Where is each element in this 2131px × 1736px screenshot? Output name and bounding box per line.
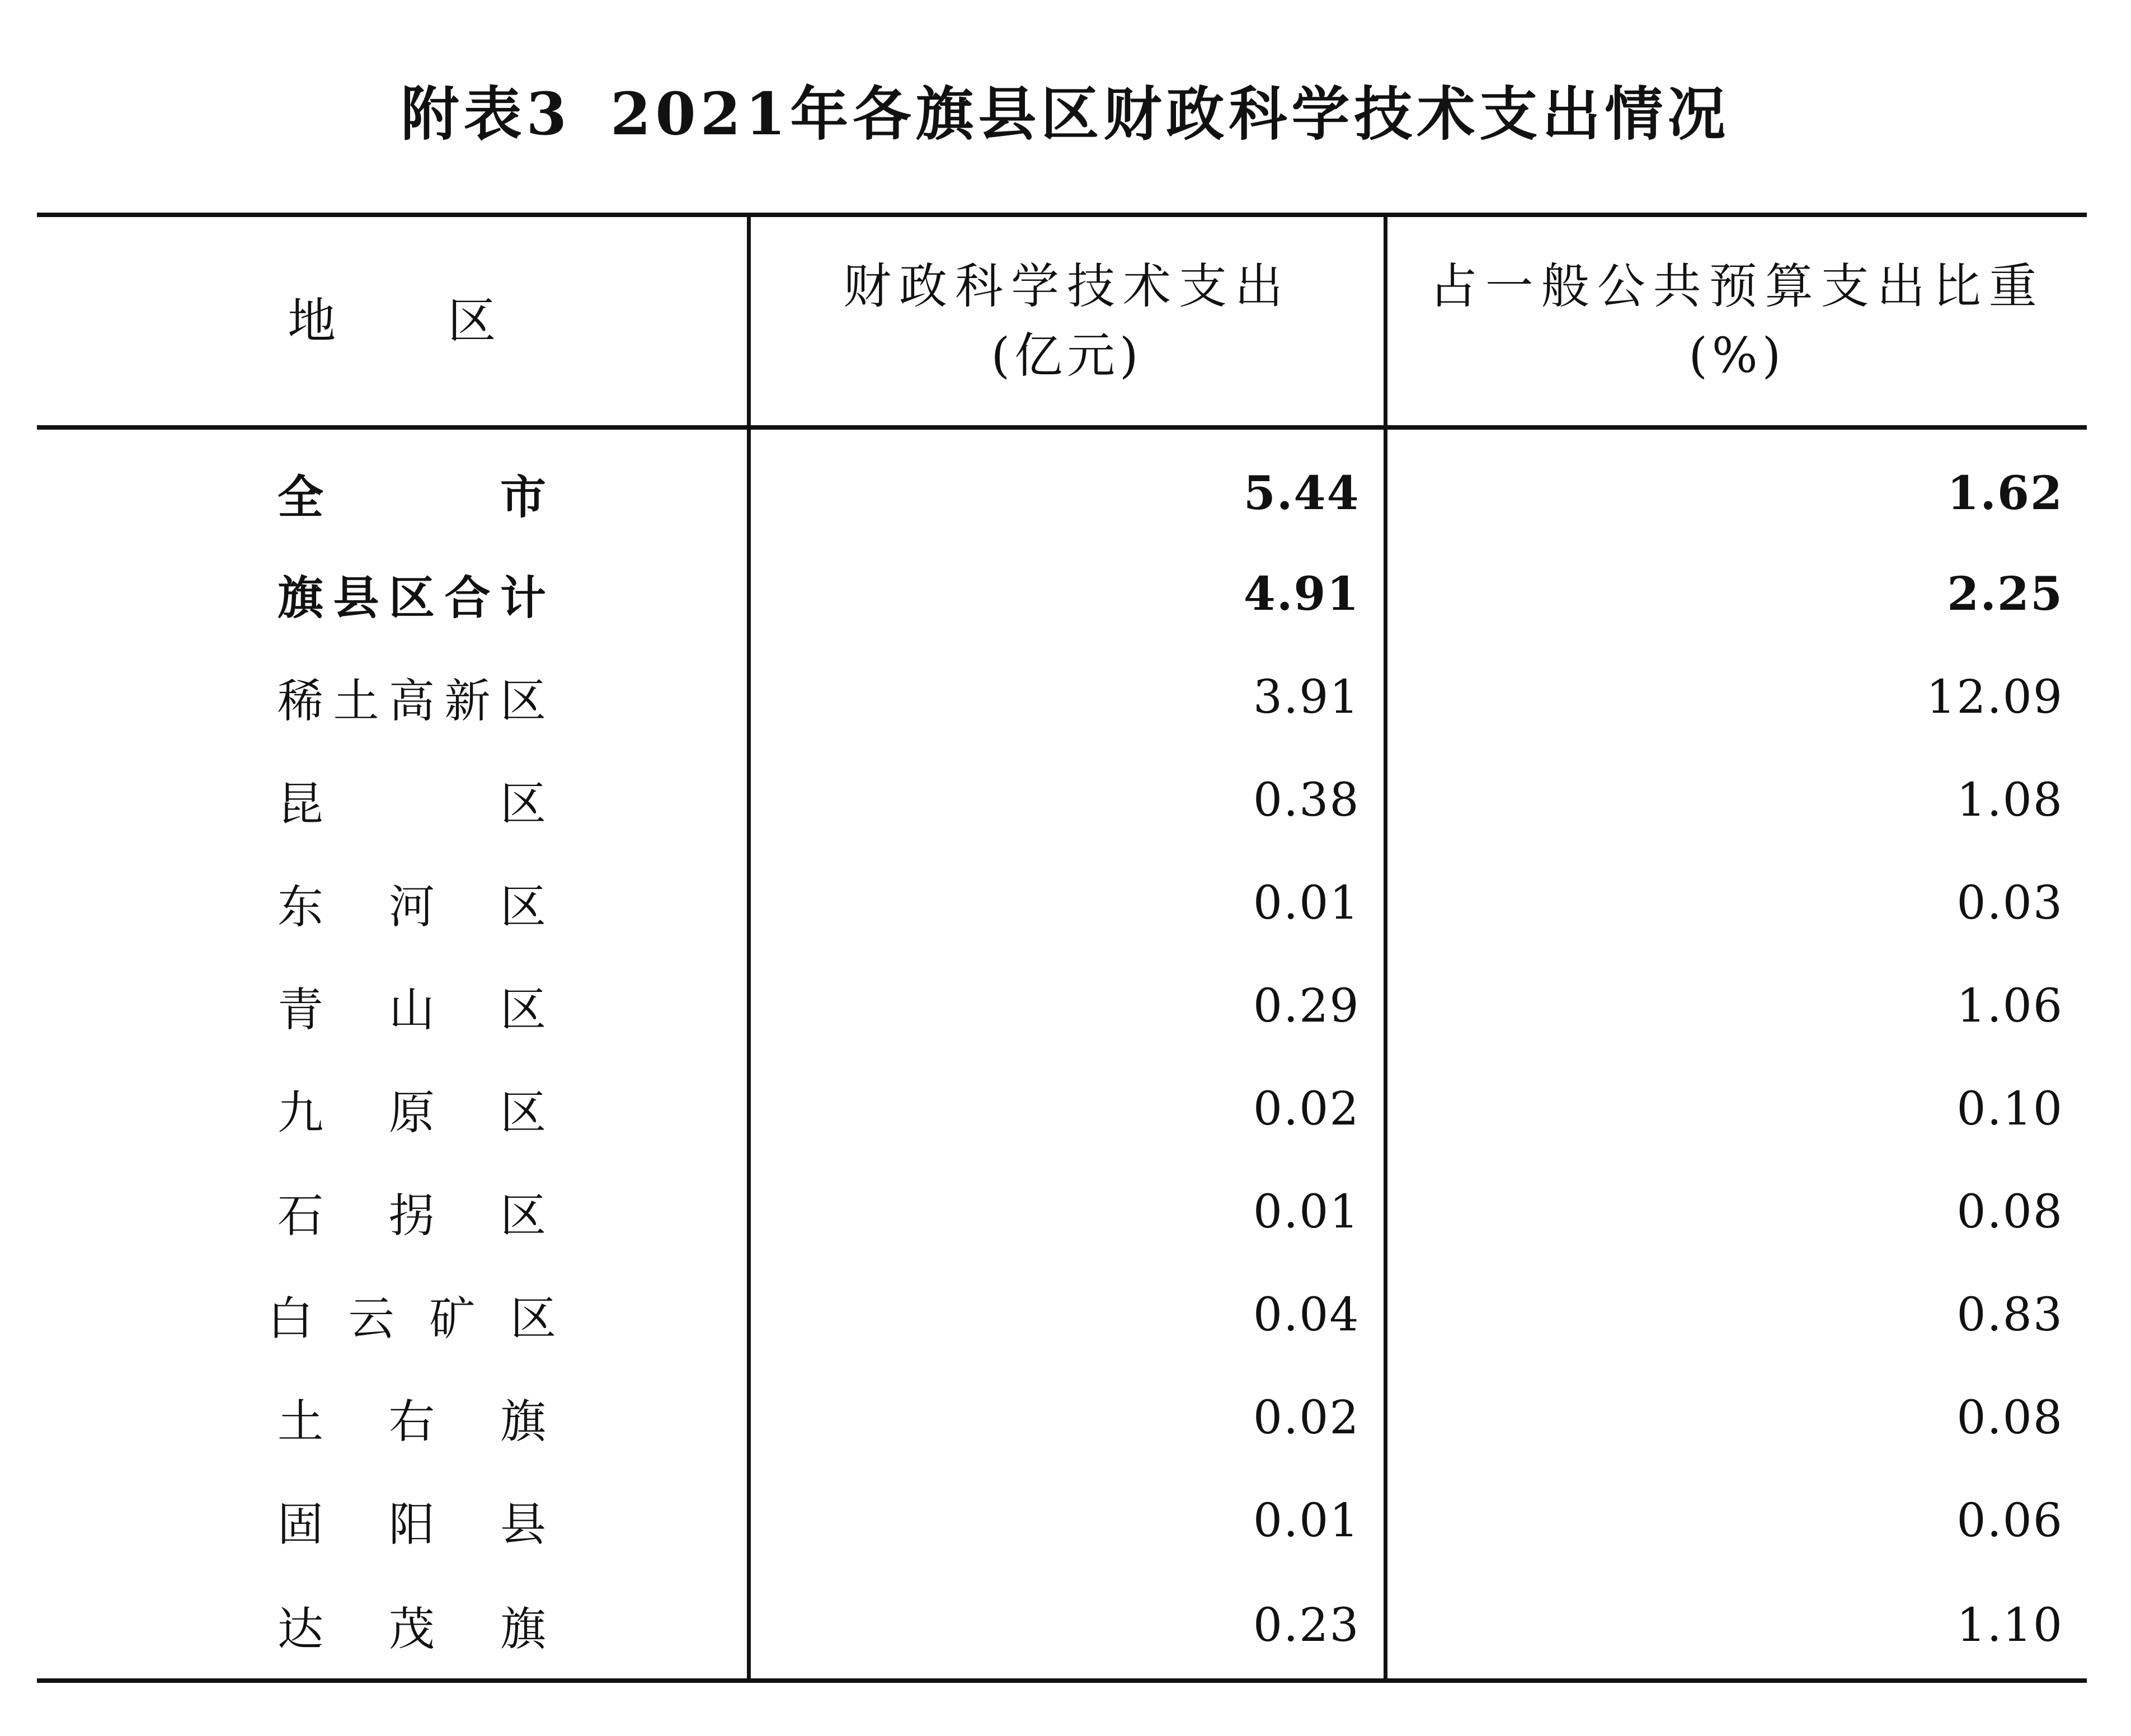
region-column-header	[37, 215, 749, 427]
table-row-total	[37, 427, 2087, 543]
share-cell: 0.10	[1385, 1057, 2087, 1160]
expenditure-table	[37, 213, 2087, 1683]
region-cell: 全市	[277, 470, 546, 524]
region-cell: 稀土高新区	[277, 674, 546, 728]
table-row	[37, 1263, 2087, 1366]
share-cell: 0.83	[1385, 1263, 2087, 1366]
share-cell: 1.62	[1385, 427, 2087, 543]
region-cell: 昆区	[277, 777, 546, 831]
share-cell: 1.10	[1385, 1572, 2087, 1681]
region-header-char2: 区	[448, 293, 496, 349]
table-row	[37, 954, 2087, 1057]
expenditure-cell: 4.91	[749, 543, 1385, 646]
region-cell: 青山区	[277, 983, 546, 1037]
region-cell: 东河区	[277, 880, 546, 934]
table-row	[37, 1469, 2087, 1572]
share-cell: 0.06	[1385, 1469, 2087, 1572]
expenditure-header-unit: (亿元)	[991, 328, 1143, 384]
expenditure-cell: 0.01	[749, 851, 1385, 954]
table-header-row	[37, 215, 2087, 427]
expenditure-cell: 3.91	[749, 646, 1385, 749]
table-row	[37, 1366, 2087, 1469]
title-main: 2021年各旗县区财政科学技术支出情况	[610, 79, 1730, 148]
page-title	[0, 67, 2131, 151]
expenditure-cell: 0.02	[749, 1366, 1385, 1469]
table-row-subtotal	[37, 543, 2087, 646]
expenditure-cell: 0.02	[749, 1057, 1385, 1160]
region-cell: 土右旗	[277, 1395, 546, 1448]
share-cell: 1.08	[1385, 749, 2087, 851]
region-cell: 白云矿区	[267, 1292, 556, 1345]
share-header-label: 占一般公共预算支出比重	[1429, 258, 2045, 314]
share-cell: 0.08	[1385, 1366, 2087, 1469]
share-cell: 12.09	[1385, 646, 2087, 749]
expenditure-column-header	[749, 215, 1385, 427]
table-row	[37, 749, 2087, 851]
region-cell: 达茂旗	[37, 1572, 749, 1681]
expenditure-cell: 0.01	[749, 1469, 1385, 1572]
expenditure-cell: 0.01	[749, 1160, 1385, 1263]
expenditure-cell: 0.29	[749, 954, 1385, 1057]
table-row	[37, 1057, 2087, 1160]
table-row	[37, 1160, 2087, 1263]
region-cell: 石拐区	[277, 1189, 546, 1243]
table-row	[37, 646, 2087, 749]
region-header-char1: 地	[288, 293, 336, 349]
share-cell: 1.06	[1385, 954, 2087, 1057]
region-cell: 九原区	[277, 1086, 546, 1140]
expenditure-cell: 0.23	[749, 1572, 1385, 1681]
share-column-header	[1385, 215, 2087, 427]
share-cell: 0.03	[1385, 851, 2087, 954]
expenditure-cell: 5.44	[749, 427, 1385, 543]
region-cell: 旗县区合计	[277, 571, 546, 625]
table-row	[37, 851, 2087, 954]
expenditure-header-label: 财政科学技术支出	[843, 258, 1291, 314]
expenditure-cell: 0.04	[749, 1263, 1385, 1366]
share-cell: 2.25	[1385, 543, 2087, 646]
share-cell: 0.08	[1385, 1160, 2087, 1263]
title-prefix: 附表3	[401, 79, 571, 148]
expenditure-cell: 0.38	[749, 749, 1385, 851]
share-header-unit: (%)	[1688, 328, 1786, 384]
region-cell: 固阳县	[277, 1498, 546, 1551]
table-row	[37, 1572, 2087, 1681]
